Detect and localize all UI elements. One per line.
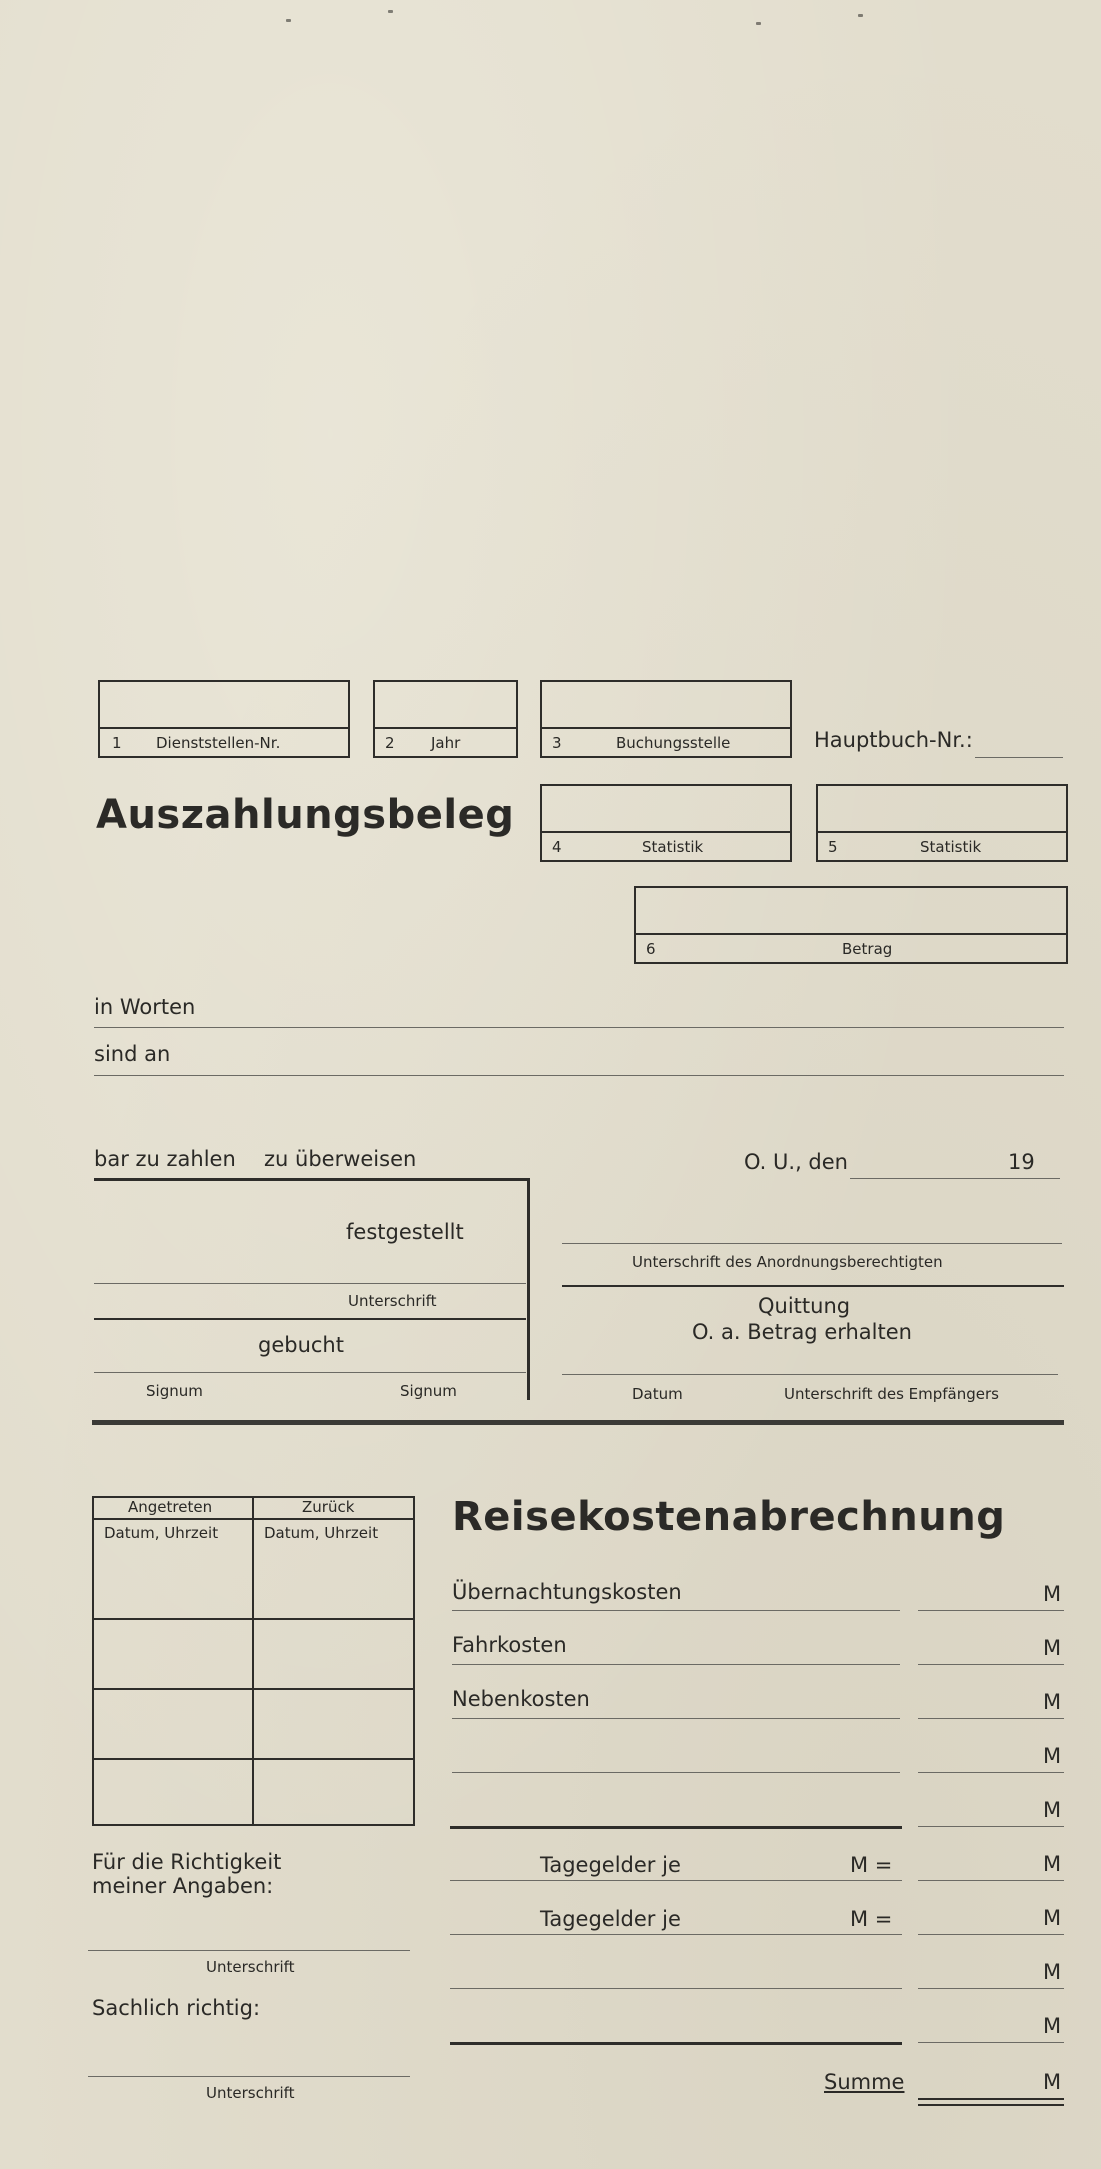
gebucht-label: gebucht (258, 1333, 344, 1357)
anordnung-signature-field[interactable] (562, 1243, 1062, 1244)
richtigkeit-label: Für die Richtigkeit (92, 1850, 282, 1874)
dienststellen-label: Dienststellen-Nr. (156, 734, 281, 752)
sachlich-label: Sachlich richtig: (92, 1996, 261, 2020)
betrag-label: Betrag (842, 940, 893, 958)
section-separator (92, 1420, 1064, 1425)
staple-mark (858, 14, 863, 17)
box-number: 4 (552, 838, 562, 856)
hauptbuch-field[interactable] (975, 757, 1063, 758)
angetreten-header: Angetreten (128, 1498, 213, 1516)
ou-den-label: O. U., den (744, 1150, 848, 1174)
subtotal-rule (450, 1826, 902, 1829)
buchungsstelle-label: Buchungsstelle (616, 734, 731, 752)
buchungsstelle-box[interactable] (540, 680, 792, 758)
quittung-signature-field[interactable] (562, 1374, 1058, 1375)
uebernachtung-label: Übernachtungskosten (452, 1580, 682, 1604)
tagegelder-rate-m: M = (850, 1853, 893, 1877)
festgestellt-field[interactable] (94, 1283, 526, 1284)
nebenkosten-amount[interactable] (918, 1718, 1064, 1719)
currency-m: M (1043, 1906, 1062, 1930)
nebenkosten-label: Nebenkosten (452, 1687, 590, 1711)
unterschrift-label: Unterschrift (206, 1958, 295, 1976)
jahr-box[interactable] (373, 680, 518, 758)
summe-label: Summe (824, 2070, 905, 2094)
blank-row-amount[interactable] (918, 1988, 1064, 1989)
festgestellt-label: festgestellt (346, 1220, 464, 1244)
total-rule (450, 2042, 902, 2045)
empfaenger-label: Unterschrift des Empfängers (784, 1385, 999, 1403)
currency-m: M (1043, 1960, 1062, 1984)
fahrkosten-amount[interactable] (918, 1664, 1064, 1665)
tagegelder-field[interactable] (450, 1880, 902, 1881)
staple-mark (286, 19, 291, 22)
panel-top-rule (94, 1178, 530, 1181)
currency-m: M (1043, 1582, 1062, 1606)
fahrkosten-label: Fahrkosten (452, 1633, 567, 1657)
tagegelder-amount[interactable] (918, 1880, 1064, 1881)
year-prefix: 19 (1008, 1150, 1035, 1174)
box-number: 5 (828, 838, 838, 856)
dienststellen-box[interactable] (98, 680, 350, 758)
currency-m: M (1043, 1798, 1062, 1822)
nebenkosten-field[interactable] (452, 1718, 900, 1719)
blank-row-field[interactable] (450, 1988, 902, 1989)
travel-time-table (92, 1496, 415, 1826)
tagegelder-label: Tagegelder je (540, 1907, 681, 1931)
sind-an-label: sind an (94, 1042, 171, 1066)
datum-label: Datum (632, 1385, 683, 1403)
currency-m: M (1043, 2014, 1062, 2038)
blank-row-amount[interactable] (918, 1772, 1064, 1773)
statistik-label: Statistik (642, 838, 704, 856)
currency-m: M (1043, 1744, 1062, 1768)
hauptbuch-label: Hauptbuch-Nr.: (814, 728, 973, 752)
tagegelder-amount[interactable] (918, 1934, 1064, 1935)
sind-an-field[interactable] (94, 1075, 1064, 1076)
jahr-label: Jahr (431, 734, 461, 752)
unterschrift-rule (94, 1318, 526, 1320)
unterschrift-label: Unterschrift (206, 2084, 295, 2102)
tagegelder-rate-m: M = (850, 1907, 893, 1931)
betrag-box[interactable] (634, 886, 1068, 964)
in-worten-label: in Worten (94, 995, 196, 1019)
date-field[interactable] (850, 1178, 1060, 1179)
box-number: 2 (385, 734, 395, 752)
panel-vertical-rule (527, 1178, 530, 1400)
subtotal-amount[interactable] (918, 1826, 1064, 1827)
anordnung-label: Unterschrift des Anordnungsberechtigten (632, 1253, 943, 1271)
currency-m: M (1043, 1690, 1062, 1714)
richtigkeit-signature-field[interactable] (88, 1950, 410, 1951)
in-worten-field[interactable] (94, 1027, 1064, 1028)
page-title: Auszahlungsbeleg (96, 792, 515, 838)
quittung-label: Quittung (758, 1294, 851, 1318)
statistik-4-box[interactable] (540, 784, 792, 862)
signum-right-label: Signum (400, 1382, 457, 1400)
box-number: 1 (112, 734, 122, 752)
uebernachtung-amount[interactable] (918, 1610, 1064, 1611)
tagegelder-field[interactable] (450, 1934, 902, 1935)
currency-m: M (1043, 1852, 1062, 1876)
currency-m: M (1043, 2070, 1062, 2094)
summe-amount[interactable] (918, 2098, 1064, 2100)
blank-row-field[interactable] (452, 1772, 900, 1773)
summe-double-rule (918, 2104, 1064, 2106)
box-number: 6 (646, 940, 656, 958)
quittung-rule (562, 1285, 1064, 1287)
bar-zahlen-option[interactable]: bar zu zahlen (94, 1147, 236, 1171)
richtigkeit-label-2: meiner Angaben: (92, 1874, 274, 1898)
betrag-erhalten-label: O. a. Betrag erhalten (692, 1320, 912, 1344)
currency-m: M (1043, 1636, 1062, 1660)
zurueck-header: Zurück (302, 1498, 355, 1516)
gebucht-field[interactable] (94, 1372, 526, 1373)
sachlich-signature-field[interactable] (88, 2076, 410, 2077)
signum-left-label: Signum (146, 1382, 203, 1400)
staple-mark (756, 22, 761, 25)
ueberweisen-option[interactable]: zu überweisen (264, 1147, 417, 1171)
statistik-5-box[interactable] (816, 784, 1068, 862)
uebernachtung-field[interactable] (452, 1610, 900, 1611)
tagegelder-label: Tagegelder je (540, 1853, 681, 1877)
unterschrift-label: Unterschrift (348, 1292, 437, 1310)
zurueck-subheader: Datum, Uhrzeit (264, 1524, 379, 1542)
staple-mark (388, 10, 393, 13)
angetreten-subheader: Datum, Uhrzeit (104, 1524, 219, 1542)
statistik-label: Statistik (920, 838, 982, 856)
box-number: 3 (552, 734, 562, 752)
travel-title: Reisekostenabrechnung (452, 1494, 1006, 1540)
total-amount[interactable] (918, 2042, 1064, 2043)
fahrkosten-field[interactable] (452, 1664, 900, 1665)
